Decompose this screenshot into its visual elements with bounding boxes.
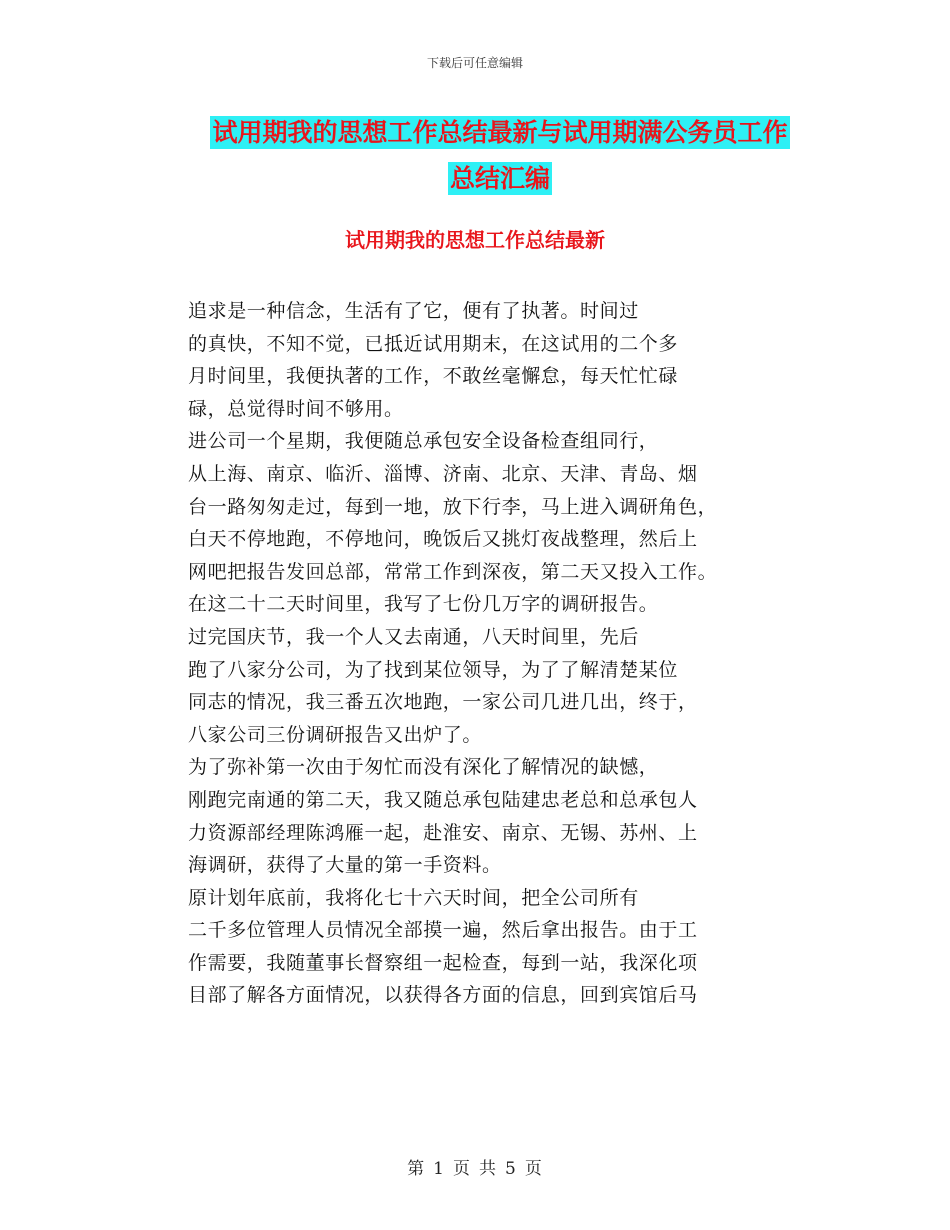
document-title	[190, 110, 810, 202]
body-line: 二千多位管理人员情况全部摸一遍，然后拿出报告。由于工	[188, 919, 698, 942]
title-line-1: 试用期我的思想工作总结最新与试用期满公务员工作	[212, 118, 788, 147]
total-pages: 5	[505, 1159, 517, 1179]
page-number: 1	[433, 1159, 445, 1179]
body-line: 原计划年底前，我将化七十六天时间，把全公司所有	[188, 886, 639, 909]
body-line: 白天不停地跑，不停地问，晚饭后又挑灯夜战整理，然后上	[188, 528, 698, 551]
body-line: 碌，总觉得时间不够用。	[188, 397, 404, 420]
page-unit: 页	[453, 1159, 471, 1179]
total-unit: 页	[524, 1159, 543, 1179]
body-line: 在这二十二天时间里，我写了七份几万字的调研报告。	[188, 593, 659, 616]
body-line: 同志的情况，我三番五次地跑，一家公司几进几出，终于，	[188, 691, 698, 714]
total-label: 共	[479, 1159, 497, 1179]
section-title: 试用期我的思想工作总结最新	[345, 228, 605, 252]
body-line: 月时间里，我便执著的工作，不敢丝毫懈怠，每天忙忙碌	[188, 365, 679, 388]
body-line: 作需要，我随董事长督察组一起检查，每到一站，我深化项	[188, 951, 698, 974]
body-line: 力资源部经理陈鸿雁一起，赴淮安、南京、无锡、苏州、上	[188, 821, 698, 844]
body-line: 进公司一个星期，我便随总承包安全设备检查组同行，	[188, 430, 659, 453]
body-line: 的真快，不知不觉，已抵近试用期末，在这试用的二个多	[188, 332, 679, 355]
body-line: 刚跑完南通的第二天，我又随总承包陆建忠老总和总承包人	[188, 788, 698, 811]
body-line: 过完国庆节，我一个人又去南通，八天时间里，先后	[188, 625, 639, 648]
page-label: 第	[407, 1159, 426, 1179]
body-line: 海调研，获得了大量的第一手资料。	[188, 854, 502, 877]
body-line: 网吧把报告发回总部，常常工作到深夜，第二天又投入工作。	[188, 560, 718, 583]
body-line: 目部了解各方面情况，以获得各方面的信息，回到宾馆后马	[188, 984, 698, 1007]
body-line: 为了弥补第一次由于匆忙而没有深化了解情况的缺憾，	[188, 756, 659, 779]
title-line-2: 总结汇编	[449, 164, 550, 193]
body-text	[188, 295, 768, 1012]
header-note: 下载后可任意编辑	[426, 56, 523, 70]
body-line: 从上海、南京、临沂、淄博、济南、北京、天津、青岛、烟	[188, 462, 698, 485]
page-footer	[0, 1154, 950, 1179]
body-line: 追求是一种信念，生活有了它，便有了执著。时间过	[188, 300, 639, 322]
body-line: 台一路匆匆走过，每到一地，放下行李，马上进入调研角色，	[188, 495, 718, 518]
body-line: 八家公司三份调研报告又出炉了。	[188, 723, 483, 746]
body-line: 跑了八家分公司，为了找到某位领导，为了了解清楚某位	[188, 658, 679, 681]
